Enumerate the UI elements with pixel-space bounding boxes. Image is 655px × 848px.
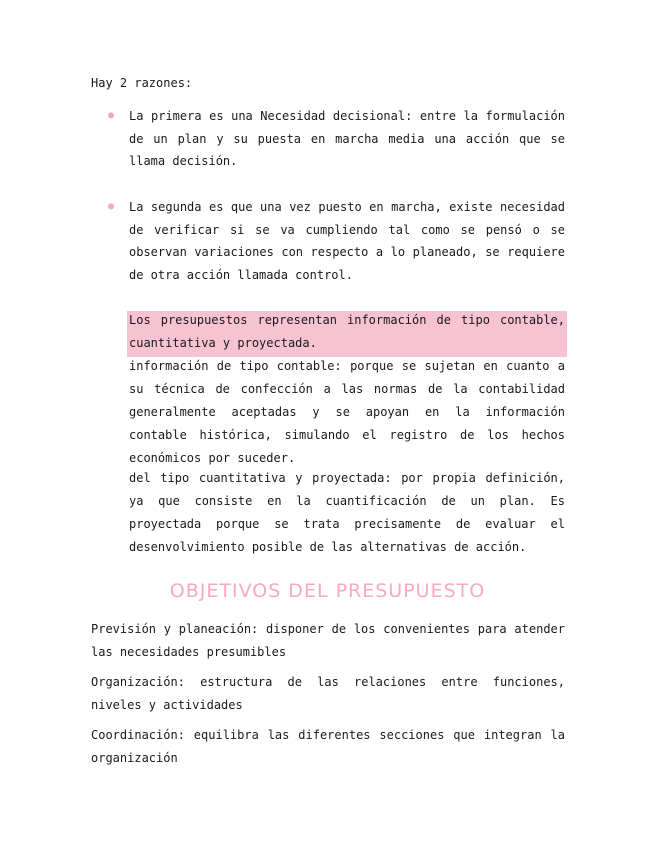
highlighted-statement: Los presupuestos representan información de tipo contable, cuantitativa y proyectada. bbox=[129, 313, 565, 350]
bullet-dot-icon: ● bbox=[108, 201, 115, 212]
section-heading: OBJETIVOS DEL PRESUPUESTO bbox=[169, 580, 486, 602]
bullet-text: La primera es una Necesidad decisional: entre la formulación de un plan y su puesta en marcha media una acción que se llama decisión. bbox=[129, 109, 565, 168]
bullet-text: La segunda es que una vez puesto en marcha, existe necesidad de verificar si se va cumpliendo tal como se pensó o se observan variaciones con respecto a lo planeado, se requiere de otra acción llamada control. bbox=[129, 200, 565, 282]
intro-text: Hay 2 razones: bbox=[91, 76, 193, 90]
explanation-cuantitativa: del tipo cuantitativa y proyectada: por propia definición, ya que consiste en la cuantificación de un plan. Es proyectada porque se trata precisamente de evaluar el desenvolvimiento posible de las alternativas de acción. bbox=[129, 471, 565, 554]
objective-prevision: Previsión y planeación: disponer de los convenientes para atender las necesidades presumibles bbox=[91, 622, 565, 659]
bullet-dot-icon: ● bbox=[108, 110, 115, 121]
explanation-contable: información de tipo contable: porque se sujetan en cuanto a su técnica de confección a las normas de la contabilidad generalmente aceptadas y se apoyan en la información contable histórica, simulando el registro de los hechos económicos por suceder. bbox=[129, 359, 565, 465]
objective-coordinacion: Coordinación: equilibra las diferentes secciones que integran la organización bbox=[91, 728, 565, 765]
objective-organizacion: Organización: estructura de las relaciones entre funciones, niveles y actividades bbox=[91, 675, 565, 712]
bullet-item-1 bbox=[108, 105, 565, 173]
bullet-item-2 bbox=[108, 196, 565, 286]
